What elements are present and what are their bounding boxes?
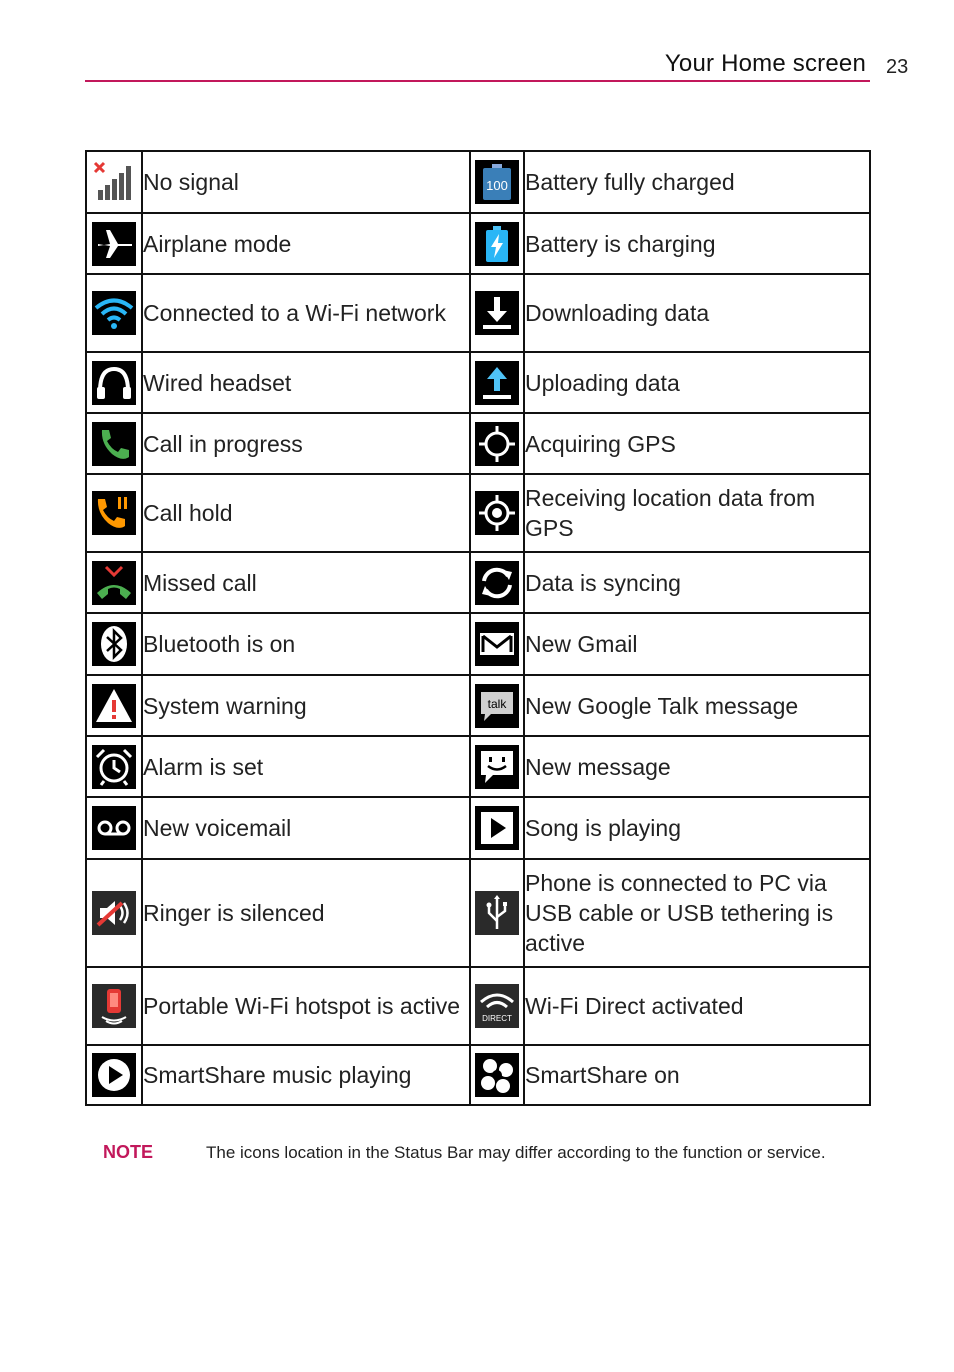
ringer-silenced-icon [92,891,136,935]
status-label: New voicemail [142,797,470,859]
status-label: Battery fully charged [524,151,870,213]
hotspot-icon [92,984,136,1028]
gmail-icon [475,622,519,666]
status-label: System warning [142,675,470,736]
table-row [86,474,870,552]
svg-text:talk: talk [487,696,507,711]
download-icon [475,291,519,335]
table-row [86,213,870,274]
status-label: Song is playing [524,797,870,859]
header-divider [85,80,870,82]
smartshare-icon [475,1053,519,1097]
table-row [86,797,870,859]
status-label: Bluetooth is on [142,613,470,675]
table-row [86,613,870,675]
status-label: Ringer is silenced [142,859,470,967]
status-label: Missed call [142,552,470,613]
call-in-progress-icon [92,422,136,466]
table-row [86,151,870,213]
wifi-icon [92,291,136,335]
gps-receiving-icon [475,491,519,535]
battery-full-icon [475,160,519,204]
warning-icon [92,684,136,728]
usb-icon [475,891,519,935]
play-icon [475,806,519,850]
wifi-direct-icon [475,984,519,1028]
status-label: Portable Wi-Fi hotspot is active [142,967,470,1045]
status-label: Data is syncing [524,552,870,613]
table-row [86,736,870,797]
table-row [86,413,870,474]
status-label: Receiving location data from GPS [524,474,870,552]
headset-icon [92,361,136,405]
airplane-mode-icon [92,222,136,266]
note-label: NOTE [103,1142,154,1162]
table-row [86,552,870,613]
status-label: Uploading data [524,352,870,413]
sync-icon [475,561,519,605]
table-row [86,967,870,1045]
status-label: New Google Talk message [524,675,870,736]
status-label: Wi-Fi Direct activated [524,967,870,1045]
status-label: Downloading data [524,274,870,352]
table-row [86,352,870,413]
status-label: New message [524,736,870,797]
status-label: Call in progress [142,413,470,474]
message-icon [475,745,519,789]
status-icons-table [85,150,871,1106]
status-label: Connected to a Wi-Fi network [142,274,470,352]
status-label: Battery is charging [524,213,870,274]
google-talk-icon [475,684,519,728]
page-number: 23 [886,56,909,78]
status-label: No signal [142,151,470,213]
table-row [86,1045,870,1105]
status-label: Alarm is set [142,736,470,797]
alarm-icon [92,745,136,789]
status-label: SmartShare on [524,1045,870,1105]
note-text: The icons location in the Status Bar may differ according to the function or service. [206,1143,826,1162]
missed-call-icon [92,561,136,605]
status-label: New Gmail [524,613,870,675]
status-label: Acquiring GPS [524,413,870,474]
status-label: SmartShare music playing [142,1045,470,1105]
smartshare-music-icon [92,1053,136,1097]
table-row [86,274,870,352]
svg-text:DIRECT: DIRECT [482,1014,512,1023]
bluetooth-icon [92,622,136,666]
voicemail-icon [92,806,136,850]
call-hold-icon [92,491,136,535]
no-signal-icon [92,160,136,204]
table-row [86,675,870,736]
page-section-title: Your Home screen [664,50,866,77]
svg-text:100: 100 [486,178,508,193]
table-row [86,859,870,967]
status-label: Call hold [142,474,470,552]
battery-charging-icon [475,222,519,266]
status-label: Airplane mode [142,213,470,274]
status-label: Wired headset [142,352,470,413]
status-label: Phone is connected to PC via USB cable or USB tethering is active [524,859,870,967]
gps-acquiring-icon [475,422,519,466]
upload-icon [475,361,519,405]
